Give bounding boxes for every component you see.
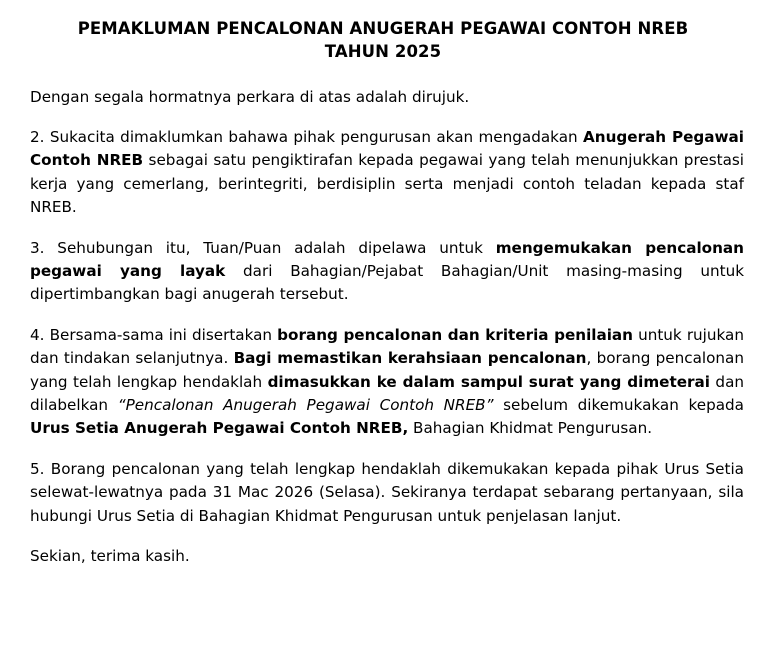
- text-run-2: untuk rujukan dan tindakan selanjutnya.: [30, 325, 744, 368]
- text-run-3: Bagi memastikan kerahsiaan pencalonan: [233, 349, 587, 368]
- document-title-line-1: PEMAKLUMAN PENCALONAN ANUGERAH PEGAWAI CONTOH NREB: [77, 19, 689, 38]
- text-run-6: dan dilabelkan: [30, 372, 745, 414]
- paragraph-intro: [30, 86, 744, 109]
- text-run-1: Anugerah Pegawai Contoh NREB: [30, 127, 744, 170]
- text-run-2: sebagai satu pengiktirafan kepada pegawai yang telah menunjukkan prestasi kerja yang cemerlang, berintegriti, berdisiplin serta menjadi contoh teladan kepada staf NREB.: [30, 151, 745, 217]
- text-run-4: , borang pencalonan yang telah lengkap hendaklah: [30, 349, 744, 391]
- text-run-10: Bahagian Khidmat Pengurusan.: [408, 419, 653, 438]
- text-run-0: 3. Sehubungan itu, Tuan/Puan adalah dipelawa untuk: [30, 238, 496, 257]
- text-run-9: Urus Setia Anugerah Pegawai Contoh NREB,: [30, 419, 409, 438]
- text-run-0: 4. Bersama-sama ini disertakan: [30, 325, 278, 344]
- document-body: [30, 86, 744, 569]
- paragraph-item-5: [30, 458, 744, 528]
- document-title: [40, 18, 726, 64]
- paragraph-item-4: [30, 324, 744, 441]
- text-run-8: sebelum dikemukakan kepada: [493, 396, 744, 414]
- paragraph-item-3: [30, 237, 744, 307]
- document-title-line-2: TAHUN 2025: [324, 41, 442, 61]
- text-run-5: dimasukkan ke dalam sampul surat yang dimeterai: [267, 372, 710, 391]
- text-run-0: Sekian, terima kasih.: [30, 547, 190, 566]
- text-run-0: Dengan segala hormatnya perkara di atas adalah dirujuk.: [30, 87, 470, 106]
- paragraph-closing: [30, 545, 744, 568]
- text-run-0: 5. Borang pencalonan yang telah lengkap hendaklah dikemukakan kepada pihak Urus Setia selewat-lewatnya pada 31 Mac 2026 (Selasa). Sekiranya terdapat sebarang pertanyaan, sila hubungi Urus Setia di Bahagian Khidmat Pengurusan untuk penjelasan lanjut.: [30, 459, 744, 525]
- text-run-1: borang pencalonan dan kriteria penilaian: [277, 325, 633, 344]
- text-run-0: 2. Sukacita dimaklumkan bahawa pihak pengurusan akan mengadakan: [30, 127, 584, 146]
- paragraph-item-2: [30, 126, 744, 220]
- text-run-2: dari Bahagian/Pejabat Bahagian/Unit masing-masing untuk dipertimbangkan bagi anugerah tersebut.: [30, 261, 744, 304]
- text-run-7: “Pencalonan Anugerah Pegawai Contoh NREB”: [117, 396, 494, 414]
- text-run-1: mengemukakan pencalonan pegawai yang layak: [30, 238, 744, 280]
